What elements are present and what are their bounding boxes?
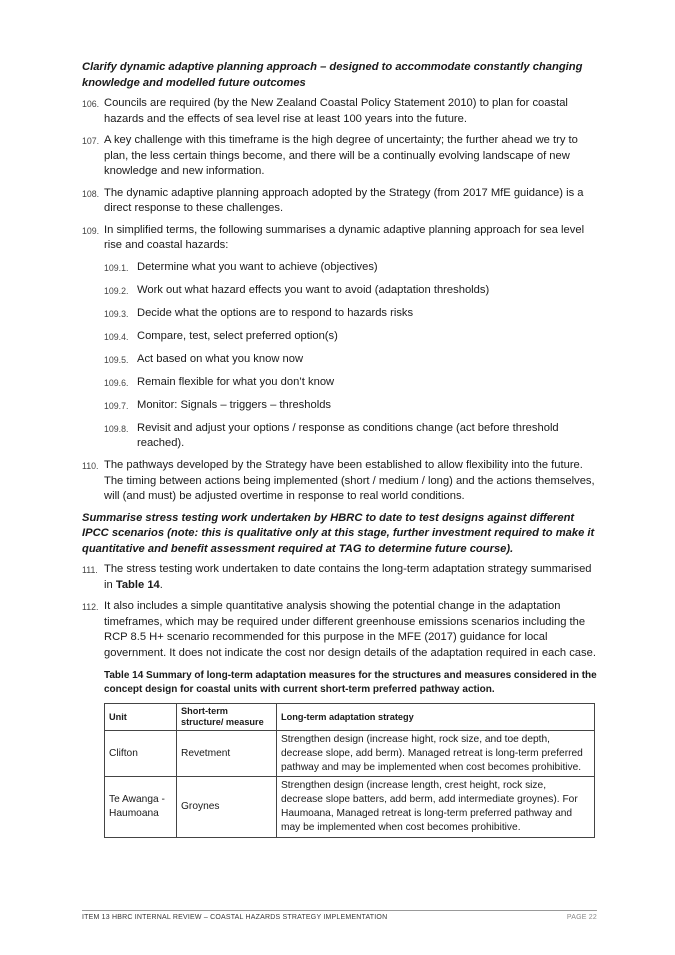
list-number: 109.8.: [104, 423, 129, 434]
list-text: Compare, test, select preferred option(s): [137, 329, 338, 342]
list-number: 109.3.: [104, 308, 129, 319]
document-body: [82, 60, 597, 838]
paragraph-107: [82, 133, 597, 180]
footer-title: ITEM 13 HBRC INTERNAL REVIEW – COASTAL HAZARDS STRATEGY IMPLEMENTATION: [82, 914, 388, 921]
section-heading-stress-testing: Summarise stress testing work undertaken by HBRC to date to test designs against different IPCC scenarios (note: this is qualitative only at this stage, further investment required to make it quantitative and benefit assessment required at TAG to determine future course).: [82, 511, 595, 555]
section-heading-dapp: Clarify dynamic adaptive planning approach – designed to accommodate constantly changing knowledge and modelled future outcomes: [82, 61, 583, 89]
list-text: Work out what hazard effects you want to avoid (adaptation thresholds): [137, 283, 490, 296]
paragraph-112: [82, 599, 597, 661]
list-number: 109.7.: [104, 400, 129, 411]
paragraph-number: 109.: [82, 225, 100, 236]
page-number: PAGE 22: [566, 914, 597, 921]
list-item-109-5: [104, 352, 597, 369]
header-long-term: Long-term adaptation strategy: [277, 704, 595, 731]
list-text: Decide what the options are to respond to hazards risks: [137, 306, 414, 319]
list-item-109-2: [104, 283, 597, 300]
paragraph-text: In simplified terms, the following summarises a dynamic adaptive planning approach for sea level rise and coastal hazards:: [104, 223, 585, 251]
list-item-109-1: [104, 260, 597, 277]
cell-short-term: Revetment: [177, 731, 277, 777]
list-text: Revisit and adjust your options / response as conditions change (act before threshold reached).: [137, 421, 559, 449]
list-number: 109.4.: [104, 331, 129, 342]
list-text: Determine what you want to achieve (objectives): [137, 260, 378, 273]
header-short-term: Short-term structure/ measure: [177, 704, 277, 731]
cell-short-term: Groynes: [177, 777, 277, 837]
paragraph-text: A key challenge with this timeframe is the high degree of uncertainty; the further ahead we try to plan, the less certain things become, and there will be a continually evolving landscape of new knowledge and new information.: [104, 134, 578, 177]
list-item-109-3: [104, 306, 597, 323]
list-text: Remain flexible for what you don’t know: [137, 375, 335, 388]
table-row: [105, 731, 595, 777]
paragraph-number: 112.: [82, 602, 99, 612]
table-reference: Table 14: [115, 578, 160, 591]
cell-long-term: Strengthen design (increase hight, rock size, and toe depth, decrease slope, add berm). Managed retreat is long-term preferred pathway and may be implemented when cost becomes prohibitive.: [277, 731, 595, 777]
paragraph-number: 108.: [82, 188, 100, 199]
paragraph-111: [82, 562, 597, 593]
paragraph-number: 107.: [82, 136, 100, 146]
cell-long-term: Strengthen design (increase length, crest height, rock size, decrease slope batters, add berm, add intermediate groynes). For Haumoana, Managed retreat is long-term preferred pathway and may be implemented when cost becomes prohibitive.: [277, 777, 595, 837]
table-caption: Table 14 Summary of long-term adaptation measures for the structures and measures considered in the concept design for coastal units with current short-term preferred pathway action.: [104, 670, 597, 695]
list-number: 109.2.: [104, 285, 129, 296]
list-number: 109.6.: [104, 377, 129, 388]
paragraph-number: 110.: [82, 461, 99, 471]
list-number: 109.1.: [104, 262, 129, 273]
list-number: 109.5.: [104, 354, 129, 365]
cell-unit: Clifton: [105, 731, 177, 777]
adaptation-table: [104, 703, 595, 838]
table-header-row: [105, 704, 595, 731]
paragraph-text-end: .: [159, 578, 163, 591]
list-item-109-6: [104, 375, 597, 392]
list-item-109-7: [104, 398, 597, 415]
paragraph-109: [82, 223, 597, 254]
table-row: [105, 777, 595, 837]
paragraph-106: [82, 96, 597, 127]
paragraph-text: Councils are required (by the New Zealand Coastal Policy Statement 2010) to plan for coastal hazards and the effects of sea level rise at least 100 years into the future.: [104, 97, 568, 125]
paragraph-text: [104, 562, 597, 593]
paragraph-text-start: The stress testing work undertaken to date contains the long-term adaptation strategy summarised in: [104, 563, 592, 591]
list-item-109-8: [104, 421, 597, 452]
paragraph-number: 106.: [82, 99, 100, 109]
list-item-109-4: [104, 329, 597, 346]
paragraph-110: [82, 458, 597, 505]
cell-unit: Te Awanga - Haumoana: [105, 777, 177, 837]
paragraph-text: The pathways developed by the Strategy have been established to allow flexibility into the future. The timing between actions being implemented (short / medium / long) and the actions themselves, will (and must) be adjusted overtime in response to real world conditions.: [104, 459, 595, 502]
list-text: Act based on what you know now: [137, 352, 304, 365]
header-unit: Unit: [105, 704, 177, 731]
paragraph-text: It also includes a simple quantitative analysis showing the potential change in the adaptation timeframes, which may be required under different greenhouse emissions scenarios including the RCP 8.5 H+ scenario recommended for this purpose in the MFE (2017) guidance for local government. It does not indicate the cost nor design details of the adaptation required in each case.: [104, 600, 596, 659]
paragraph-text: The dynamic adaptive planning approach adopted by the Strategy (from 2017 MfE guidance) is a direct response to these challenges.: [104, 186, 584, 214]
list-text: Monitor: Signals – triggers – thresholds: [137, 398, 332, 411]
paragraph-number: 111.: [82, 565, 98, 575]
page-footer: [82, 910, 597, 921]
paragraph-108: [82, 186, 597, 217]
